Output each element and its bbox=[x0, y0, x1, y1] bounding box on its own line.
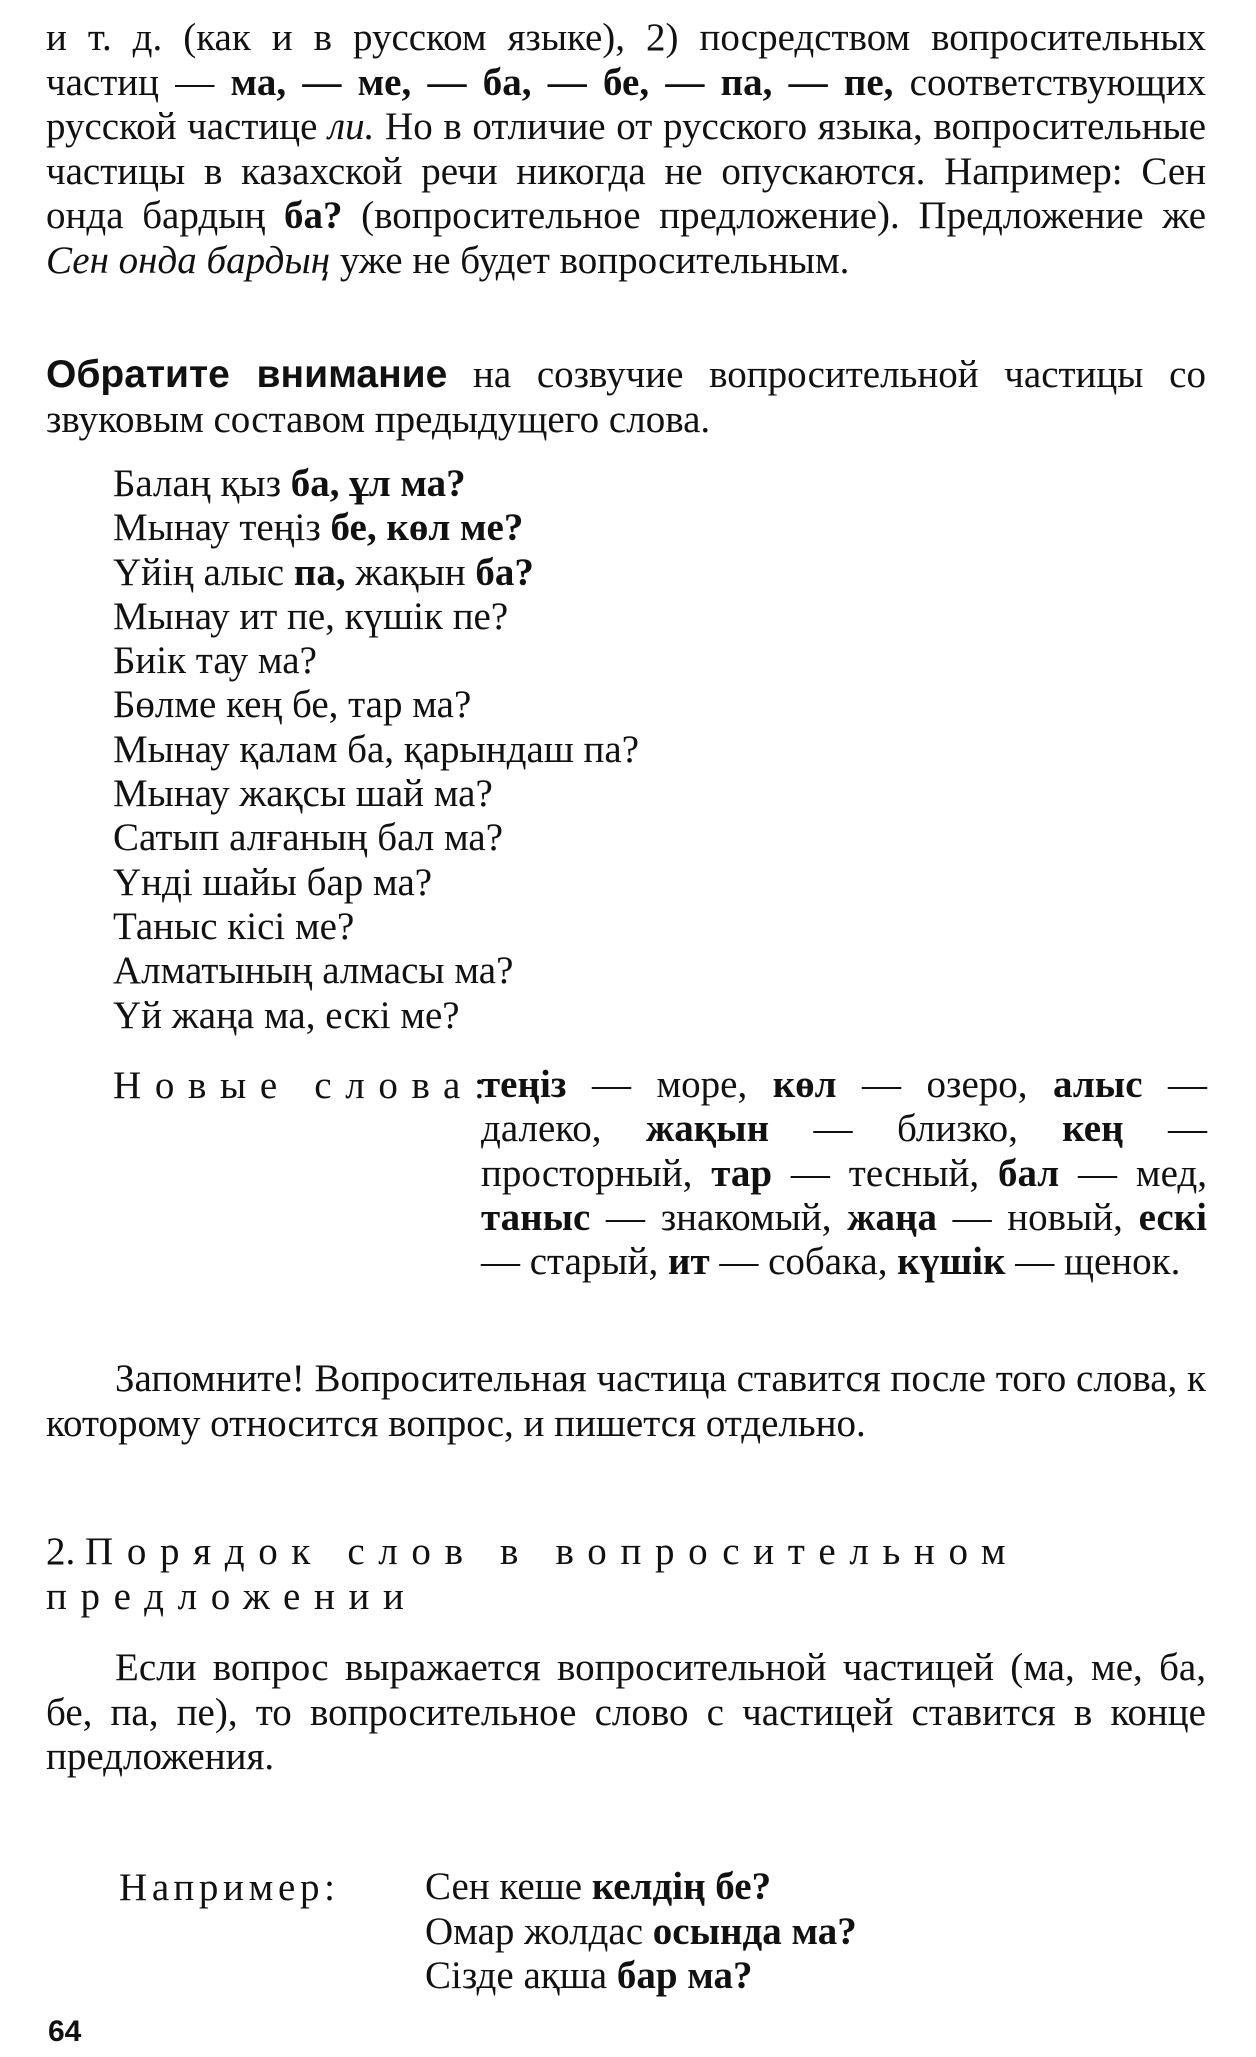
page-number: 64 bbox=[48, 2015, 82, 2048]
example-line: Үйің алыс па, жақын ба? bbox=[113, 550, 534, 594]
example-list bbox=[113, 462, 639, 1038]
example-line: Мынау қалам ба, қарындаш па? bbox=[113, 727, 640, 771]
example-line: Сатып алғаның бал ма? bbox=[113, 816, 504, 860]
section-number: 2. bbox=[46, 1530, 76, 1573]
intro-paragraph bbox=[46, 16, 1206, 283]
intro-text: (вопросительное предложение). Предложение же bbox=[342, 194, 1206, 237]
example-sentence: Сізде ақша бар ма? bbox=[425, 1954, 753, 1997]
new-words-label: Новые слова: bbox=[113, 1064, 499, 1107]
attention-paragraph bbox=[46, 353, 1206, 442]
intro-text: соответствующих русской частице bbox=[46, 60, 1206, 148]
particle-list: ма, — ме, — ба, — бе, — па, — пе, bbox=[230, 60, 894, 104]
example-line: Бөлме кең бе, тар ма? bbox=[113, 683, 472, 727]
example-line: Балаң қыз ба, ұл ма? bbox=[113, 462, 466, 505]
intro-text: Но в отличие от русского языка, вопросительные частицы в казахской речи никогда не опускаются. Например: Сен онда бардың bbox=[46, 105, 1207, 237]
example-line: Таныс кісі ме? bbox=[113, 904, 355, 948]
attention-heading: Обратите внимание bbox=[46, 353, 448, 396]
example-line: Биік тау ма? bbox=[113, 639, 317, 683]
section-heading bbox=[46, 1530, 1206, 1619]
attention-text: на созвучие вопросительной частицы со звуковым составом предыдущего слова. bbox=[46, 353, 1206, 441]
italic-example: Сен онда бардың bbox=[46, 238, 331, 282]
example-label: Например: bbox=[119, 1866, 340, 1909]
example-sentence: Сен кеше келдің бе? bbox=[425, 1865, 772, 1908]
example-line: Үнді шайы бар ма? bbox=[113, 860, 433, 904]
example-line: Мынау жақсы шай ма? bbox=[113, 772, 493, 816]
section-title: Порядок слов в вопросительном предложении bbox=[46, 1530, 1020, 1618]
intro-text: и т. д. (как и в русском языке), 2) посредством вопросительных частиц — bbox=[46, 16, 1206, 104]
remember-paragraph: Запомните! Вопросительная частица ставится после того слова, к которому относится вопрос, и пишется отдельно. bbox=[46, 1357, 1206, 1445]
new-words-list: теңіз — море, көл — озеро, алыс — далеко, жақын — близко, кең — просторный, тар — тесный, бал — мед, таныс — знакомый, жаңа — новый, ескі — старый, ит — собака, күшік — щенок. bbox=[481, 1063, 1208, 1284]
example-line: Үй жаңа ма, ескі ме? bbox=[113, 993, 460, 1037]
russian-particle: ли. bbox=[328, 105, 375, 148]
example-line: Мынау теңіз бе, көл ме? bbox=[113, 506, 524, 550]
example-line: Мынау ит пе, күшік пе? bbox=[113, 594, 509, 638]
example-sentence: Омар жолдас осында ма? bbox=[425, 1909, 857, 1953]
section-paragraph: Если вопрос выражается вопросительной частицей (ма, ме, ба, бе, па, пе), то вопросительное слово с частицей ставится в конце предложения. bbox=[46, 1646, 1206, 1778]
example-sentences bbox=[425, 1865, 857, 1999]
particle-example: ба? bbox=[283, 194, 343, 237]
intro-text: уже не будет вопросительным. bbox=[330, 238, 850, 282]
example-line: Алматының алмасы ма? bbox=[113, 949, 514, 993]
